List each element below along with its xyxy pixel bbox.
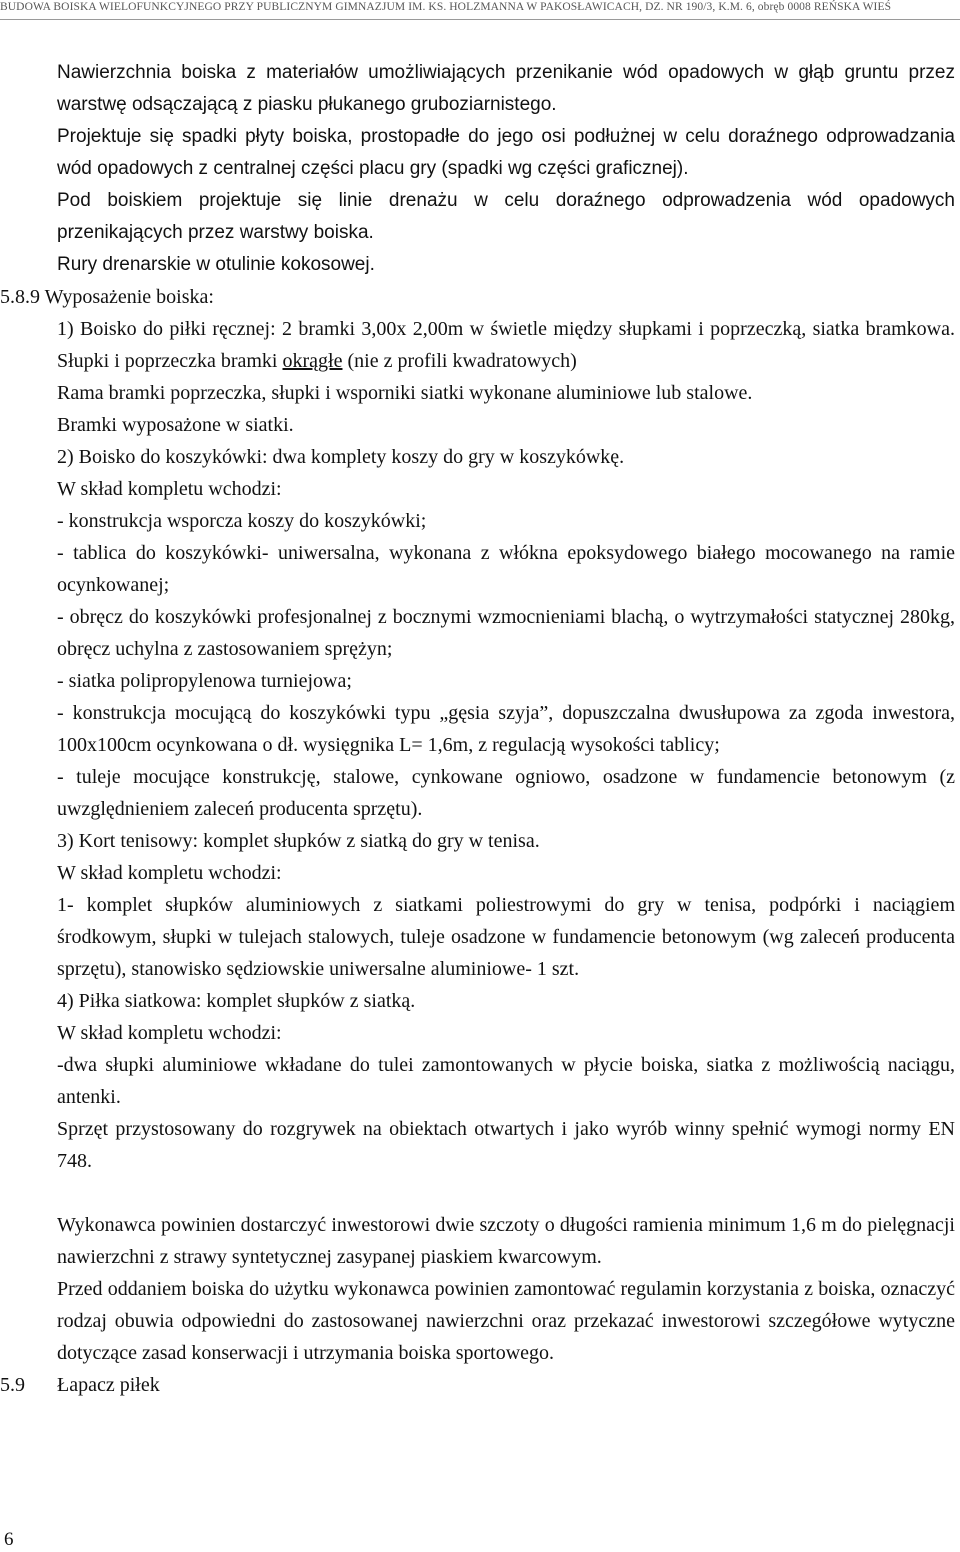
basketball-line-4: - tablica do koszykówki- uniwersalna, wykonana z włókna epoksydowego białego mocowanego na ramie ocynkowanej;: [57, 542, 955, 596]
basketball-line-2: W skład kompletu wchodzi:: [57, 478, 282, 500]
header-title: BUDOWA BOISKA WIELOFUNKCYJNEGO PRZY PUBLICZNYM GIMNAZJUM IM. KS. HOLZMANNA W PAKOSŁAWICACH, DZ. NR 190/3, K.M. 6, obręb 0008 REŃSKA WIEŚ: [0, 1, 892, 13]
section-5-9-number: 5.9: [0, 1374, 25, 1396]
header-divider: [0, 19, 960, 20]
basketball-line-6: - siatka polipropylenowa turniejowa;: [57, 670, 352, 692]
drainage-paragraph-3: Pod boiskiem projektuje się linie drenażu w celu doraźnego odprowadzenia wód opadowych przenikających przez warstwy boiska.: [57, 190, 955, 243]
volleyball-line-3: -dwa słupki aluminiowe wkładane do tulei zamontowanych w płycie boiska, siatka z możliwością naciągu, antenki.: [57, 1054, 955, 1108]
basketball-line-3: - konstrukcja wsporcza koszy do koszykówki;: [57, 510, 427, 532]
handball-text-end: (nie z profili kwadratowych): [342, 350, 577, 372]
tennis-line-1: 3) Kort tenisowy: komplet słupków z siatką do gry w tenisa.: [57, 830, 540, 852]
basketball-line-7: - konstrukcja mocującą do koszykówki typu „gęsia szyja”, dopuszczalna dwusłupowa za zgoda inwestora, 100x100cm ocynkowana o dł. wysięgnika L= 1,6m, z regulacją wysokości tablicy;: [57, 702, 955, 756]
handball-paragraph: [57, 313, 955, 377]
paragraph-spacer: [57, 1177, 955, 1209]
handball-nets-line: Bramki wyposażone w siatki.: [57, 414, 294, 436]
handball-text-start: 1) Boisko do piłki ręcznej: 2 bramki 3,00x 2,00m w świetle między słupkami i poprzeczką, siatka bramkowa. Słupki i poprzeczka bramki: [57, 318, 955, 372]
drainage-paragraph-4: Rury drenarskie w otulinie kokosowej.: [57, 254, 375, 275]
basketball-line-8: - tuleje mocujące konstrukcję, stalowe, cynkowane ogniowo, osadzone w fundamencie betonowym (z uwzględnieniem zaleceń producenta sprzętu).: [57, 766, 955, 820]
handball-underlined-word: okrągłe: [282, 350, 343, 372]
basketball-line-5: - obręcz do koszykówki profesjonalnej z bocznymi wzmocnieniami blachą, o wytrzymałości statycznej 280kg, obręcz uchylna z zastosowaniem sprężyn;: [57, 606, 955, 660]
page-header: [0, 0, 960, 20]
page-number: 6: [4, 1529, 14, 1550]
section-heading-5-9: [0, 1369, 955, 1401]
basketball-line-1: 2) Boisko do koszykówki: dwa komplety koszy do gry w koszykówkę.: [57, 446, 625, 468]
volleyball-line-1: 4) Piłka siatkowa: komplet słupków z siatką.: [57, 990, 416, 1012]
tennis-line-2: W skład kompletu wchodzi:: [57, 862, 282, 884]
section-heading-5-8-9-text: 5.8.9 Wyposażenie boiska:: [0, 286, 214, 308]
contractor-paragraph-1: Wykonawca powinien dostarczyć inwestorowi dwie szczoty o długości ramienia minimum 1,6 m do pielęgnacji nawierzchni z strawy syntetycznej zasypanej piaskiem kwarcowym.: [57, 1214, 955, 1268]
contractor-paragraph-2: Przed oddaniem boiska do użytku wykonawca powinien zamontować regulamin korzystania z boiska, oznaczyć rodzaj obuwia odpowiedni do zastosowanej nawierzchni oraz przekazać inwestorowi szczegółowe wytyczne dotyczące zasad konserwacji i utrzymania boiska sportowego.: [57, 1278, 955, 1364]
drainage-paragraph-2: Projektuje się spadki płyty boiska, prostopadłe do jego osi podłużnej w celu doraźnego odprowadzania wód opadowych z centralnej części placu gry (spadki wg części graficznej).: [57, 126, 955, 179]
document-body: [0, 57, 955, 1401]
section-heading-5-8-9: [0, 281, 955, 313]
section-5-9-title: Łapacz piłek: [57, 1374, 160, 1396]
volleyball-line-2: W skład kompletu wchodzi:: [57, 1022, 282, 1044]
handball-frame-line: Rama bramki poprzeczka, słupki i wsporniki siatki wykonane aluminiowe lub stalowe.: [57, 382, 753, 404]
drainage-paragraph-1: Nawierzchnia boiska z materiałów umożliwiających przenikanie wód opadowych w głąb gruntu przez warstwę odsączającą z piasku płukanego gruboziarnistego.: [57, 62, 955, 115]
volleyball-line-4: Sprzęt przystosowany do rozgrywek na obiektach otwartych i jako wyrób winny spełnić wymogi normy EN 748.: [57, 1118, 955, 1172]
tennis-line-3: 1- komplet słupków aluminiowych z siatkami poliestrowymi do gry w tenisa, podpórki i naciągiem środkowym, słupki w tulejach stalowych, tuleje osadzone w fundamencie betonowym (wg zaleceń producenta sprzętu), stanowisko sędziowskie uniwersalne aluminiowe- 1 szt.: [57, 894, 955, 980]
